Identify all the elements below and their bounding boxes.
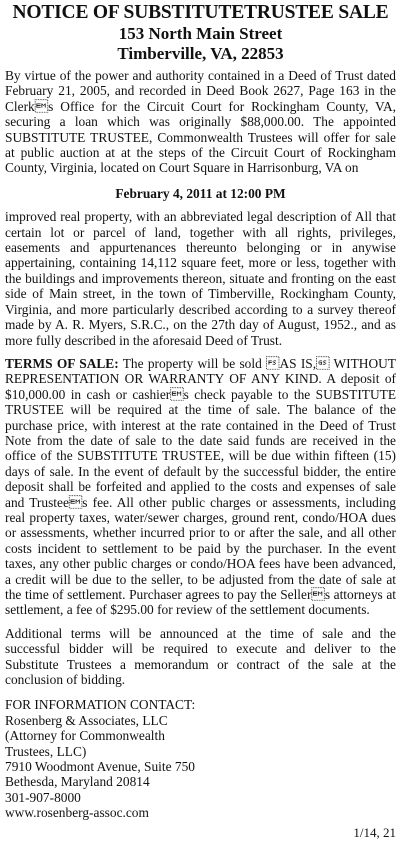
contact-line: Trustees, LLC) [5,743,87,759]
contact-phone: 301-907-8000 [5,789,81,805]
deed-of-trust-paragraph: By virtue of the power and authority contained in a Deed of Trust dated February 21, 2005, and recorded in Deed Book 2627, Page 163 in the Clerks Office for the Circuit Court for Rockingham County, VA, securing a loan which was originally $88,000.00. The appointed SUBSTITUTE TRUSTEE, Commonwealth Trustees will offer for sale at public auction at at the steps of the Circuit Court of Rockingham County, Virginia, located on Court Square in Harrisonburg, VA on [5,68,396,176]
contact-line: 7910 Woodmont Avenue, Suite 750 [5,759,195,775]
contact-line: Bethesda, Maryland 20814 [5,774,150,790]
property-street-address: 153 North Main Street [118,24,283,43]
notice-title: NOTICE OF SUBSTITUTETRUSTEE SALE [12,2,389,23]
contact-block [5,697,396,820]
terms-heading: TERMS OF SALE: [5,355,119,371]
property-description-paragraph: improved real property, with an abbreviated legal description of All that certain lot or parcel of land, together with all rights, privileges, easements and appurtenances thereunto belonging or in anywise appertaining, containing 14,112 square feet, more or less, together with the buildings and improvements thereon, situate and fronting on the east side of Main street, in the town of Timberville, Rockingham County, Virginia, and more particularly described according to a survey thereof made by A. R. Myers, S.R.C., on the 27th day of August, 1952., and as more fully described in the aforesaid Deed of Trust. [5,209,396,348]
contact-website: www.rosenberg-assoc.com [5,805,149,821]
contact-heading: FOR INFORMATION CONTACT: [5,697,196,713]
additional-terms-paragraph: Additional terms will be announced at the time of sale and the successful bidder will be required to execute and deliver to the Substitute Trustees a memorandum or contract of the sale at the conclusion of bidding. [5,625,396,688]
contact-line: Rosenberg & Associates, LLC [5,712,168,728]
terms-of-sale-paragraph [5,356,396,618]
terms-body: The property will be sold AS IS, WITHOUT REPRESENTATION OR WARRANTY OF ANY KIND. A deposit of $10,000.00 in cash or cashiers check payable to the SUBSTITUTE TRUSTEE will be required at the time of sale. The balance of the purchase price, with interest at the rate contained in the Deed of Trust Note from the date of sale to the date said funds are received in the office of the SUBSTITUTE TRUSTEE, will be due within fifteen (15) days of sale. In the event of default by the successful bidder, the entire deposit shall be forfeited and applied to the costs and expenses of sale and Trustees fee. All other public charges or assessments, including real property taxes, water/sewer charges, ground rent, condo/HOA dues or assessments, whether incurred prior to or after the sale, and all other costs incident to settlement to be paid by the purchaser. In the event taxes, any other public charges or condo/HOA fees have been advanced, a credit will be due to the seller, to be adjusted from the date of sale at the time of settlement. Purchaser agrees to pay the Sellers attorneys at settlement, a fee of $295.00 for review of the settlement documents. [5,355,396,618]
sale-date: February 4, 2011 at 12:00 PM [115,185,286,201]
contact-line: (Attorney for Commonwealth [5,728,165,744]
property-city-state-zip: Timberville, VA, 22853 [117,44,284,63]
publication-dates: 1/14, 21 [353,824,396,840]
